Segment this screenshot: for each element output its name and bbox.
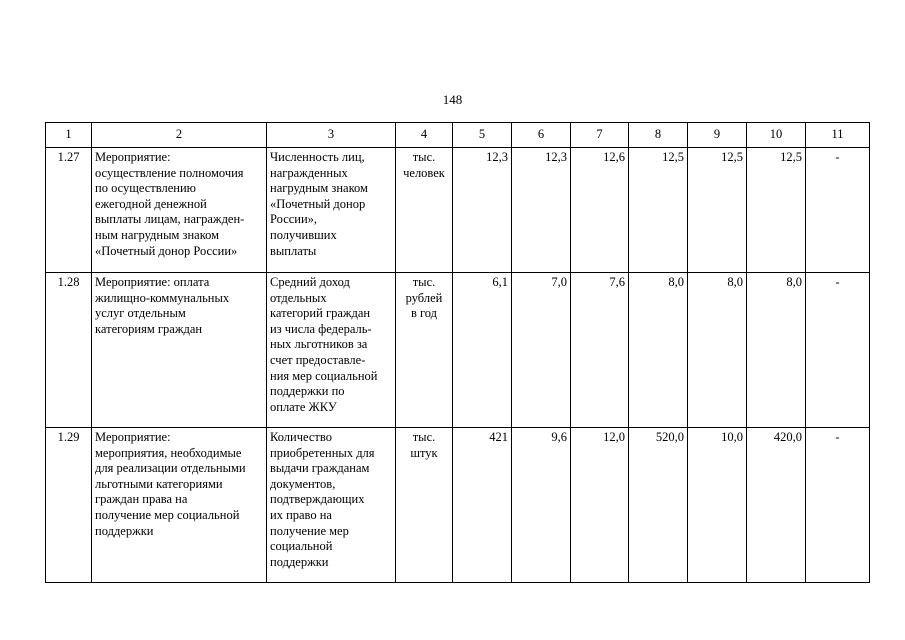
indicator-cell [267, 148, 396, 273]
table-header-row [46, 123, 870, 148]
table-row [46, 148, 870, 273]
cell-line: приобретенных для [270, 445, 375, 460]
event-cell [92, 273, 267, 428]
cell-line: ных льготников за [270, 337, 368, 352]
row-number-cell: 1.27 [46, 148, 92, 273]
cell-line: в год [410, 306, 438, 321]
unit-cell [396, 428, 453, 583]
column-header: 6 [512, 123, 571, 148]
value-cell: 10,0 [688, 428, 747, 583]
cell-line: тыс. [412, 150, 436, 164]
cell-line: Мероприятие: оплата [95, 275, 210, 289]
cell-line: Средний доход [270, 275, 350, 289]
value-cell: 7,6 [571, 273, 629, 428]
value-cell: 12,5 [747, 148, 806, 273]
value-cell: 9,6 [512, 428, 571, 583]
value-cell: 12,3 [453, 148, 512, 273]
cell-line: ния мер социальной [270, 368, 378, 383]
value-cell: 12,0 [571, 428, 629, 583]
value-cell: 8,0 [688, 273, 747, 428]
cell-line: мероприятия, необходимые [95, 445, 242, 460]
value-cell: 12,6 [571, 148, 629, 273]
cell-line: из числа федераль- [270, 321, 372, 336]
cell-line: ным нагрудным знаком [95, 227, 220, 242]
cell-line: Мероприятие: [95, 430, 171, 444]
cell-line: подтверждающих [270, 492, 365, 507]
cell-line: поддержки по [270, 384, 345, 399]
cell-line: России», [270, 212, 318, 227]
cell-line: поддержки [270, 554, 329, 569]
cell-line: оплате ЖКУ [270, 399, 337, 414]
table-row [46, 273, 870, 428]
cell-line: выплаты [270, 243, 317, 258]
cell-line: отдельных [270, 290, 327, 305]
column-header: 1 [46, 123, 92, 148]
cell-line: ежегодной денежной [95, 196, 207, 211]
value-cell: 12,5 [629, 148, 688, 273]
table-row [46, 428, 870, 583]
value-cell: 7,0 [512, 273, 571, 428]
cell-line: человек [403, 165, 445, 180]
indicator-cell [267, 273, 396, 428]
cell-line: «Почетный донор России» [95, 243, 238, 258]
cell-line: социальной [270, 539, 333, 554]
cell-line: Мероприятие: [95, 150, 171, 164]
column-header: 5 [453, 123, 512, 148]
cell-line: «Почетный донор [270, 196, 366, 211]
cell-line: граждан права на [95, 492, 188, 507]
cell-line: по осуществлению [95, 181, 196, 196]
cell-line: категорий граждан [270, 306, 371, 321]
cell-line: категориям граждан [95, 321, 203, 336]
value-cell: - [806, 273, 870, 428]
cell-line: Количество [270, 430, 332, 444]
cell-line: тыс. [412, 275, 436, 289]
value-cell: 8,0 [747, 273, 806, 428]
value-cell: 12,5 [688, 148, 747, 273]
data-table [45, 122, 870, 583]
value-cell: - [806, 148, 870, 273]
column-header: 2 [92, 123, 267, 148]
cell-line: получение мер социальной [95, 507, 240, 522]
column-header: 10 [747, 123, 806, 148]
cell-line: льготными категориями [95, 476, 223, 491]
row-number-cell: 1.28 [46, 273, 92, 428]
cell-line: осуществление полномочия [95, 165, 244, 180]
cell-line: документов, [270, 476, 336, 491]
cell-line: рублей [405, 290, 443, 305]
value-cell: 6,1 [453, 273, 512, 428]
value-cell: - [806, 428, 870, 583]
cell-line: услуг отдельным [95, 306, 186, 321]
cell-line: выдачи гражданам [270, 461, 370, 476]
value-cell: 421 [453, 428, 512, 583]
cell-line: награжденных [270, 165, 348, 180]
column-header: 9 [688, 123, 747, 148]
value-cell: 8,0 [629, 273, 688, 428]
indicator-cell [267, 428, 396, 583]
value-cell: 12,3 [512, 148, 571, 273]
cell-line: штук [410, 445, 438, 460]
cell-line: тыс. [412, 430, 436, 444]
column-header: 4 [396, 123, 453, 148]
cell-line: получивших [270, 227, 337, 242]
column-header: 7 [571, 123, 629, 148]
cell-line: Численность лиц, [270, 150, 365, 164]
value-cell: 520,0 [629, 428, 688, 583]
cell-line: счет предоставле- [270, 352, 366, 367]
page-number: 148 [442, 92, 463, 107]
cell-line: получение мер [270, 523, 349, 538]
cell-line: нагрудным знаком [270, 181, 368, 196]
cell-line: жилищно-коммунальных [95, 290, 230, 305]
cell-line: выплаты лицам, награжден- [95, 212, 245, 227]
event-cell [92, 428, 267, 583]
event-cell [92, 148, 267, 273]
column-header: 3 [267, 123, 396, 148]
cell-line: их право на [270, 507, 332, 522]
cell-line: для реализации отдельными [95, 461, 246, 476]
column-header: 11 [806, 123, 870, 148]
unit-cell [396, 148, 453, 273]
row-number-cell: 1.29 [46, 428, 92, 583]
unit-cell [396, 273, 453, 428]
column-header: 8 [629, 123, 688, 148]
cell-line: поддержки [95, 523, 154, 538]
value-cell: 420,0 [747, 428, 806, 583]
